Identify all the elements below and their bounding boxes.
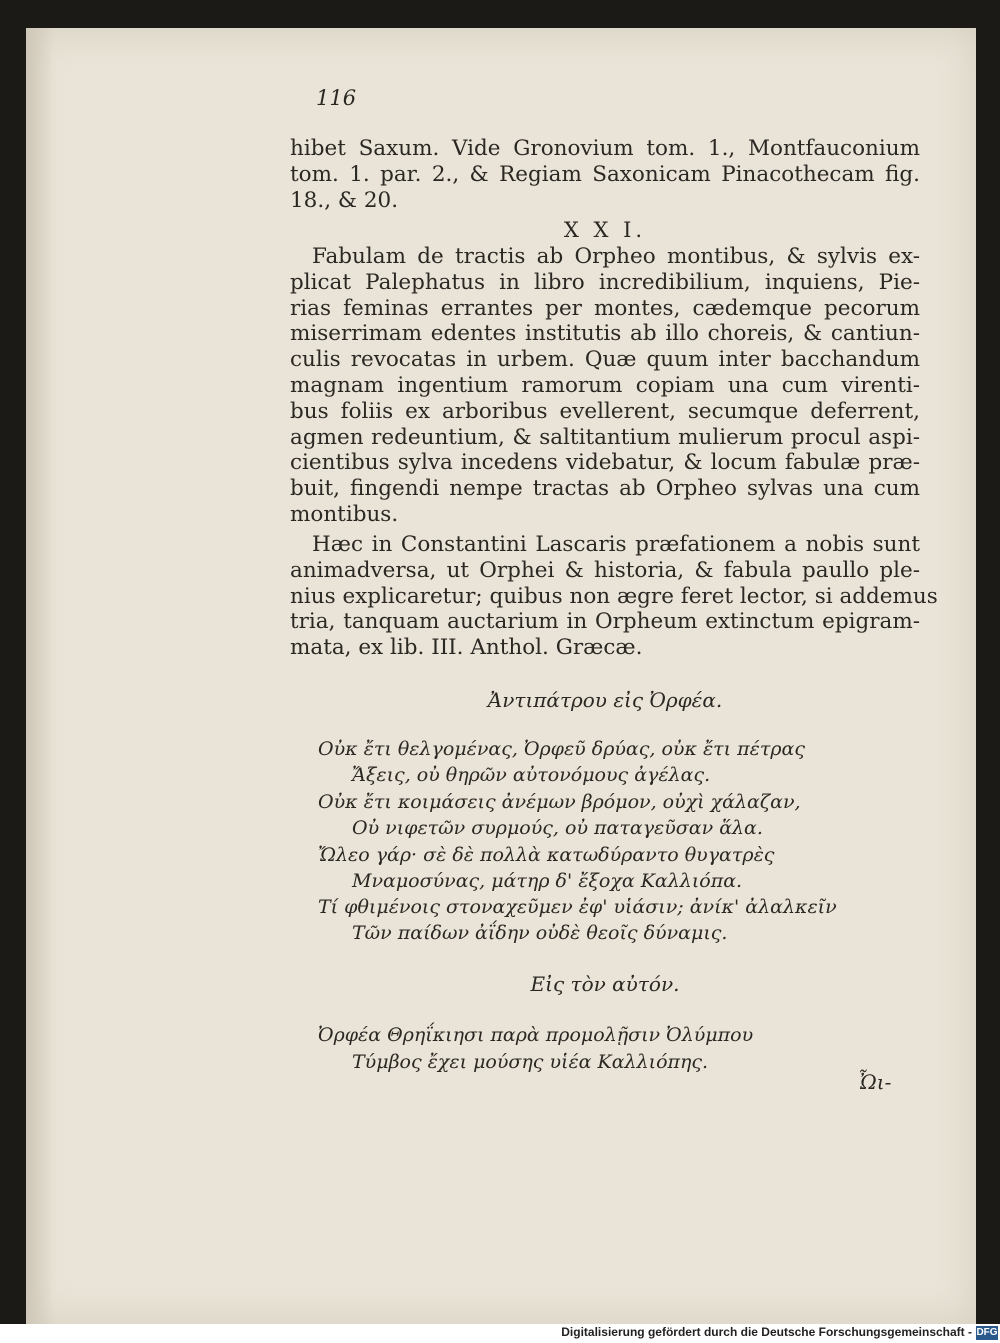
text-line: agmen redeuntium, & saltitantium mulierum procul aspi- [290,424,920,450]
paragraph-lascaris [290,532,938,661]
verse-line: Τί φθιμένοις στοναχεῦμεν ἐφ' υἱάσιν; ἀνίκ' ἀλαλκεῖν [318,896,837,918]
verse-line: Οὐκ ἔτι θελγομένας, Ὀρφεῦ δρύας, οὐκ ἔτι πέτρας [318,738,806,760]
text-line: rias feminas errantes per montes, cædemque pecorum [290,295,920,321]
verse-line: Ὀρφέα Θρηΐκιησι παρὰ προμολῇσιν Ὀλύμπου [318,1024,754,1046]
verse-line: Μναμοσύνας, μάτηρ δ' ἔξοχα Καλλιόπα. [352,870,743,892]
verse-line: Ὤλεο γάρ· σὲ δὲ πολλὰ κατωδύραντο θυγατρὲς [318,844,775,866]
page-spine-shadow [26,28,54,1324]
text-line: buit, fingendi nempe tractas ab Orpheo sylvas una cum [290,476,920,502]
section-heading: X X I. [563,218,647,242]
verse-line: Τῶν παίδων ἀΐδην οὐδὲ θεοῖς δύναμις. [352,922,728,944]
text-line: nius explicaretur; quibus non ægre feret lector, si addemus [290,583,938,609]
text-line: tom. 1. par. 2., & Regiam Saxonicam Pinacothecam fig. [290,161,920,187]
text-line: magnam ingentium ramorum copiam una cum virenti- [290,372,920,398]
text-line: hibet Saxum. Vide Gronovium tom. 1., Montfauconium [290,136,920,161]
text-line: 18., & 20. [290,187,399,213]
text-line: cientibus sylva incedens videbatur, & locum fabulæ præ- [290,450,920,476]
text-line: plicat Palephatus in libro incredibilium, inquiens, Pie- [290,269,920,295]
text-line: bus foliis ex arboribus evellerent, secumque deferrent, [290,398,920,424]
text-line: tria, tanquam auctarium in Orpheum extinctum epigram- [290,609,920,635]
text-line: miserrimam edentes institutis ab illo choreis, & cantiun- [290,321,920,347]
digitization-credit: Digitalisierung gefördert durch die Deutsche Forschungsgemeinschaft - [561,1325,972,1339]
verse-line: Οὐ νιφετῶν συρμούς, οὐ παταγεῦσαν ἅλα. [352,817,763,839]
text-line: montibus. [290,501,399,527]
text-line: culis revocatas in urbem. Quæ quum inter bacchandum [290,347,920,373]
text-line: Hæc in Constantini Lascaris præfationem a nobis sunt [312,532,920,557]
catchword: Ὦι- [858,1070,892,1094]
text-line: animadversa, ut Orphei & historia, & fabula paullo ple- [290,557,920,583]
page-number: 116 [316,86,357,110]
paragraph-continuation [290,136,920,213]
paragraph-fabula [290,244,920,528]
verse-line: Τύμβος ἔχει μούσης υἱέα Καλλιόπης. [352,1051,709,1073]
verse-line: Οὐκ ἔτι κοιμάσεις ἀνέμων βρόμον, οὐχὶ χάλαζαν, [318,791,801,813]
epigram-title: Εἰς τὸν αὐτόν. [530,972,680,996]
verse-line: Ἄξεις, οὐ θηρῶν αὐτονόμους ἀγέλας. [352,764,711,786]
epigram-title: Ἀντιπάτρου εἰς Ὀρφέα. [487,688,723,712]
text-line: Fabulam de tractis ab Orpheo montibus, & sylvis ex- [312,244,920,269]
dfg-logo: DFG [976,1327,998,1338]
text-line: mata, ex lib. III. Anthol. Græcæ. [290,635,643,661]
